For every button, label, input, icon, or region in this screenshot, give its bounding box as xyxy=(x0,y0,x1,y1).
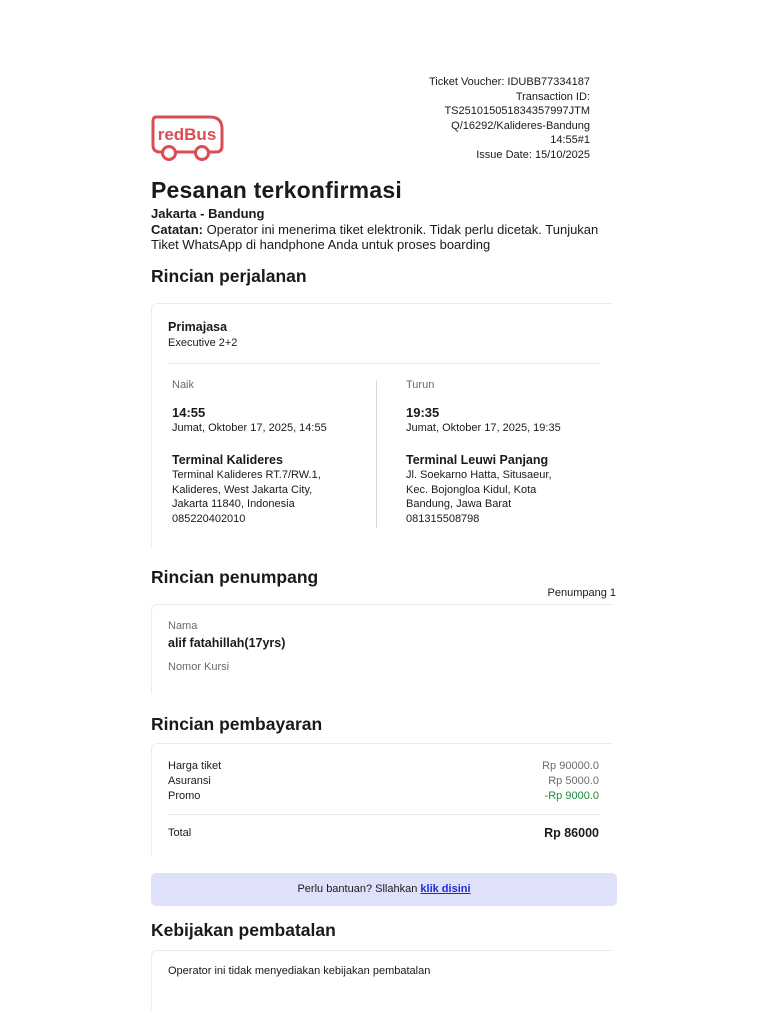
dropping-place: Terminal Leuwi Panjang xyxy=(406,453,549,467)
note-text: Operator ini menerima tiket elektronik. Tidak perlu dicetak. Tunjukan Tiket WhatsApp di handphone Anda untuk proses boarding xyxy=(151,222,599,252)
seat-label: Nomor Kursi xyxy=(168,661,230,673)
dropping-address-line: Bandung, Jawa Barat xyxy=(406,498,512,511)
trip-section-title: Rincian perjalanan xyxy=(151,266,307,286)
total-label: Total xyxy=(168,827,192,839)
ticket-voucher-info xyxy=(429,75,590,163)
payment-row xyxy=(168,775,599,787)
payment-row xyxy=(168,790,599,802)
boarding-point xyxy=(172,379,372,526)
divider xyxy=(168,814,600,815)
transaction-id-line-3: 14:55#1 xyxy=(550,134,590,147)
boarding-label: Naik xyxy=(172,379,195,391)
boarding-address-line: Jakarta 11840, Indonesia xyxy=(172,498,295,511)
transaction-id-line-2: Q/16292/Kalideres-Bandung xyxy=(451,119,590,132)
ticket-voucher-number: Ticket Voucher: IDUBB77334187 xyxy=(428,76,590,88)
dropping-address-line: Jl. Soekarno Hatta, Situsaeur, xyxy=(406,469,552,481)
logo-text: redBus xyxy=(157,125,217,144)
payment-row-label: Promo xyxy=(168,790,201,802)
dropping-phone: 081315508798 xyxy=(406,512,480,525)
help-banner xyxy=(151,873,617,906)
dropping-label: Turun xyxy=(406,379,435,391)
bus-type: Executive 2+2 xyxy=(168,337,238,349)
payment-row xyxy=(168,760,599,772)
boarding-time: 14:55 xyxy=(172,405,206,420)
passenger-card xyxy=(151,604,613,694)
boarding-place: Terminal Kalideres xyxy=(172,453,283,467)
operator-name: Primajasa xyxy=(168,320,228,334)
promo-amount: -Rp 9000.0 xyxy=(544,790,599,802)
issue-date: Issue Date: 15/10/2025 xyxy=(476,148,590,161)
payment-row-label: Asuransi xyxy=(168,775,211,787)
redbus-logo xyxy=(150,114,226,162)
route: Jakarta - Bandung xyxy=(151,206,265,221)
dropping-time: 19:35 xyxy=(406,405,440,420)
divider xyxy=(168,363,600,364)
boarding-address xyxy=(172,468,372,526)
transaction-id-line-1: TS251015051834357997JTM xyxy=(444,105,590,118)
transaction-id-label: Transaction ID: xyxy=(515,90,590,103)
name-label: Nama xyxy=(168,620,198,632)
payment-total xyxy=(168,826,599,840)
passenger-section-title: Rincian penumpang xyxy=(151,567,319,587)
payment-card xyxy=(151,743,613,855)
cancellation-card xyxy=(151,950,613,1010)
cancellation-section-title: Kebijakan pembatalan xyxy=(151,920,336,940)
help-text: Perlu bantuan? Sllahkan xyxy=(297,883,421,895)
payment-section-title: Rincian pembayaran xyxy=(151,714,323,734)
boarding-date: Jumat, Oktober 17, 2025, 14:55 xyxy=(172,422,327,434)
dropping-address xyxy=(406,468,606,526)
passenger-name: alif fatahillah(17yrs) xyxy=(168,636,286,650)
dropping-address-line: Kec. Bojongloa Kidul, Kota xyxy=(406,483,537,496)
boarding-address-line: Kalideres, West Jakarta City, xyxy=(172,483,313,496)
boarding-phone: 085220402010 xyxy=(172,512,246,525)
dropping-point xyxy=(406,379,606,526)
note xyxy=(151,222,621,252)
payment-row-label: Harga tiket xyxy=(168,760,222,772)
boarding-address-line: Terminal Kalideres RT.7/RW.1, xyxy=(172,469,321,481)
trip-details-card xyxy=(151,303,613,547)
cancellation-text: Operator ini tidak menyediakan kebijakan pembatalan xyxy=(168,965,431,977)
payment-row-amount: Rp 5000.0 xyxy=(548,775,599,787)
total-value: Rp 86000 xyxy=(544,826,599,840)
page-title: Pesanan terkonfirmasi xyxy=(151,177,402,203)
passenger-count: Penumpang 1 xyxy=(547,587,616,599)
payment-row-amount: Rp 90000.0 xyxy=(542,760,599,772)
vertical-divider xyxy=(376,380,377,528)
dropping-date: Jumat, Oktober 17, 2025, 19:35 xyxy=(406,422,561,434)
note-label: Catatan: xyxy=(151,222,204,237)
help-link[interactable]: klik disini xyxy=(420,883,471,895)
